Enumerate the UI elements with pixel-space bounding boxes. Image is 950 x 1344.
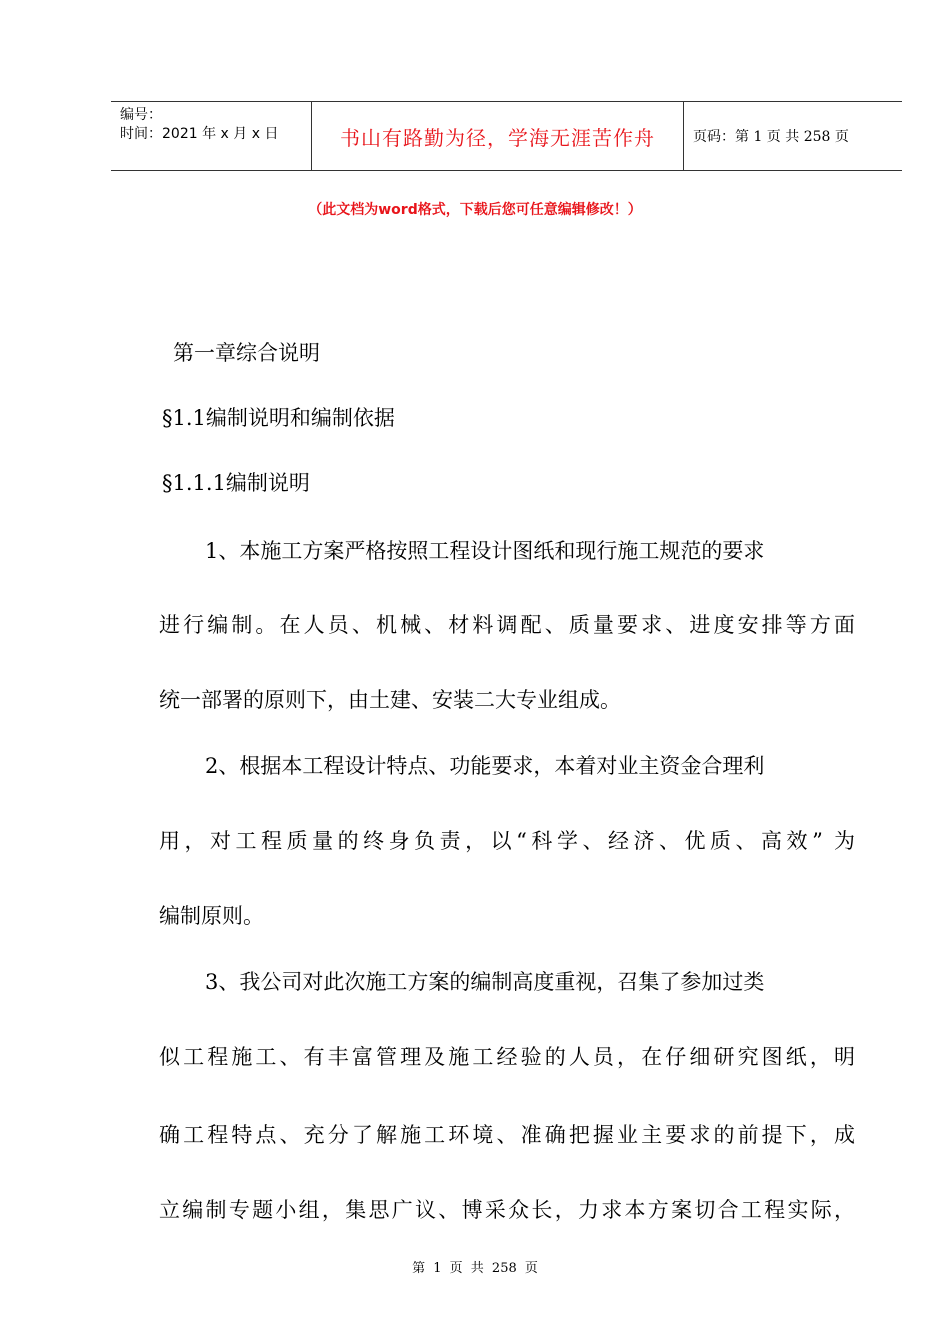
- edit-notice: （此文档为word格式，下载后您可任意编辑修改！）: [308, 202, 642, 218]
- paragraph-1-line-3: 统一部署的原则下，由土建、安装二大专业组成。: [159, 688, 621, 712]
- header-motto-cell: [312, 102, 684, 170]
- header-motto: 书山有路勤为径，学海无涯苦作舟: [340, 125, 655, 150]
- header-page-cell: [684, 102, 902, 170]
- paragraph-1-line-1: 1、本施工方案严格按照工程设计图纸和现行施工规范的要求: [205, 539, 765, 563]
- header-page-info: 页码：第 1 页 共 258 页: [693, 129, 849, 145]
- paragraph-2-line-2: 用，对工程质量的终身负责，以“科学、经济、优质、高效” 为: [159, 829, 855, 853]
- document-number-label: 编号：: [120, 107, 162, 123]
- chapter-title: 第一章综合说明: [173, 341, 320, 365]
- page-footer: 第 1 页 共 258 页: [412, 1261, 538, 1276]
- paragraph-3-line-2: 似工程施工、有丰富管理及施工经验的人员，在仔细研究图纸，明: [159, 1045, 855, 1069]
- section-heading-1-1: §1.1编制说明和编制依据: [162, 406, 395, 430]
- paragraph-2-line-3: 编制原则。: [159, 904, 264, 928]
- document-header: [111, 101, 902, 171]
- paragraph-1-line-2: 进行编制。在人员、机械、材料调配、质量要求、进度安排等方面: [159, 613, 855, 637]
- paragraph-2-line-1: 2、根据本工程设计特点、功能要求，本着对业主资金合理利: [205, 754, 765, 778]
- paragraph-3-line-1: 3、我公司对此次施工方案的编制高度重视，召集了参加过类: [205, 970, 765, 994]
- paragraph-3-line-4: 立编制专题小组，集思广议、博采众长，力求本方案切合工程实际，: [159, 1198, 855, 1222]
- document-date: 时间：2021 年 x 月 x 日: [120, 126, 279, 142]
- section-heading-1-1-1: §1.1.1编制说明: [162, 471, 310, 495]
- header-meta: [111, 102, 312, 170]
- paragraph-3-line-3: 确工程特点、充分了解施工环境、准确把握业主要求的前提下，成: [159, 1123, 855, 1147]
